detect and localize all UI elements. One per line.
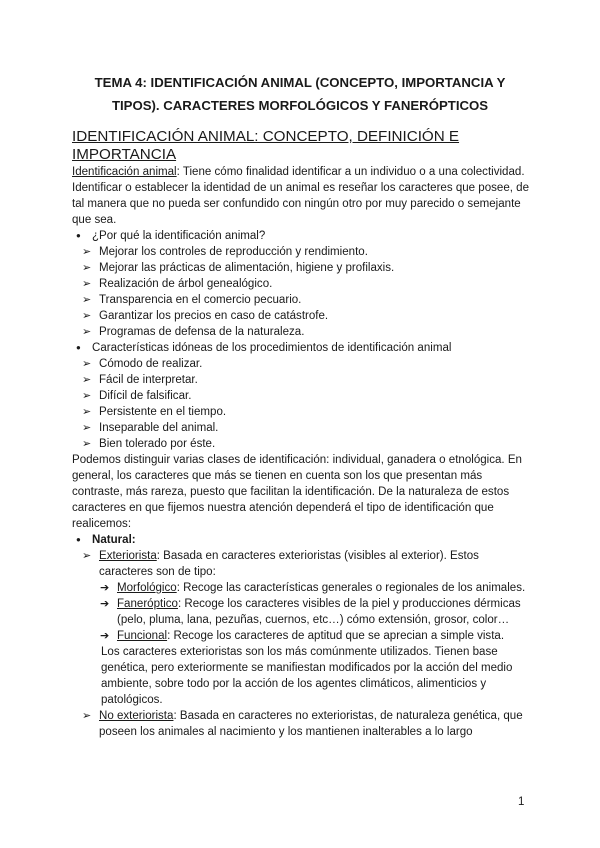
characteristics-bullet <box>72 340 532 356</box>
page-number: 1 <box>518 796 525 808</box>
natural-label: Natural: <box>92 534 136 546</box>
natural-bullet <box>72 532 532 548</box>
arrow-bullet-icon: ➢ <box>82 358 92 370</box>
faneroptico-item: ➔ Faneróptico: Recoge los caracteres visibles de la piel y producciones dérmicas (pelo, pluma, lana, pezuñas, cuernos, etc…) cómo extensión, grosor, color… <box>100 598 521 626</box>
list-item: ➢ Transparencia en el comercio pecuario. <box>82 294 302 306</box>
question-why-label: ¿Por qué la identificación animal? <box>92 230 266 242</box>
arrow-bullet-icon: ➢ <box>82 262 92 274</box>
list-item: ➢ Mejorar los controles de reproducción y rendimiento. <box>82 246 368 258</box>
list-item: ➢ Cómodo de realizar. <box>82 358 203 370</box>
list-item: ➢ Persistente en el tiempo. <box>82 406 227 418</box>
no-exteriorista-text: : Basada en caracteres no exterioristas, de naturaleza genética, que poseen los animales al nacimiento y los mantienen inalterables a lo largo <box>99 710 523 738</box>
funcional-item: ➔ Funcional: Recoge los caracteres de aptitud que se aprecian a simple vista. <box>100 630 505 642</box>
list-item: ➢ Difícil de falsificar. <box>82 390 192 402</box>
exteriorista-text: : Basada en caracteres exterioristas (visibles al exterior). Estos caracteres son de tipo: <box>99 550 479 578</box>
list-item: ➢ Garantizar los precios en caso de catástrofe. <box>82 310 329 322</box>
exteriorista-closing: Los caracteres exterioristas son los más comúnmente utilizados. Tienen base genética, pero exteriormente se manifiestan modificados por la acción del medio ambiente, sobre todo por la acción de los agentes climáticos, alimenticios y patológicos. <box>101 646 513 706</box>
list-item: ➢ Fácil de interpretar. <box>82 374 198 386</box>
arrow-bullet-icon: ➢ <box>82 438 92 450</box>
bullet-dot-icon: ● <box>76 343 81 352</box>
arrow-bullet-icon: ➢ <box>82 278 92 290</box>
exteriorista-item <box>72 548 532 580</box>
arrow-bullet-icon: ➢ <box>82 710 92 722</box>
arrow-right-icon: ➔ <box>100 582 110 594</box>
arrow-bullet-icon: ➢ <box>82 422 92 434</box>
section-heading: IDENTIFICACIÓN ANIMAL: CONCEPTO, DEFINICIÓN E IMPORTANCIA <box>72 128 460 163</box>
arrow-bullet-icon: ➢ <box>82 550 92 562</box>
no-exteriorista-item <box>72 708 532 740</box>
list-item: ➢ Realización de árbol genealógico. <box>82 278 273 290</box>
list-item: ➢ Programas de defensa de la naturaleza. <box>82 326 305 338</box>
exteriorista-term: Exteriorista <box>99 550 157 562</box>
page-title: TEMA 4: IDENTIFICACIÓN ANIMAL (CONCEPTO, IMPORTANCIA Y TIPOS). CARACTERES MORFOLÓGICOS Y FANERÓPTICOS <box>94 75 506 113</box>
arrow-bullet-icon: ➢ <box>82 246 92 258</box>
arrow-bullet-icon: ➢ <box>82 326 92 338</box>
list-item: ➢ Inseparable del animal. <box>82 422 219 434</box>
arrow-bullet-icon: ➢ <box>82 406 92 418</box>
bullet-dot-icon: ● <box>76 535 81 544</box>
intro-paragraph <box>72 164 532 228</box>
bullet-dot-icon: ● <box>76 231 81 240</box>
arrow-bullet-icon: ➢ <box>82 390 92 402</box>
morfologico-item: ➔ Morfológico: Recoge las características generales o regionales de los animales. <box>100 582 526 594</box>
identification-classes-paragraph: Podemos distinguir varias clases de identificación: individual, ganadera o etnológica. En general, los caracteres que más se tienen en cuenta son los que presentan más contraste, más rareza, puesto que facilitan la identificación. De la naturaleza de estos caracteres en que fijemos nuestra atención dependerá el tipo de identificación que realicemos: <box>72 454 522 530</box>
document-body <box>72 164 532 740</box>
no-exteriorista-term: No exteriorista <box>99 710 174 722</box>
intro-term: Identificación animal <box>72 166 177 178</box>
question-why-bullet <box>72 228 532 244</box>
list-item: ➢ Mejorar las prácticas de alimentación, higiene y profilaxis. <box>82 262 395 274</box>
characteristics-label: Características idóneas de los procedimientos de identificación animal <box>92 342 452 354</box>
arrow-bullet-icon: ➢ <box>82 374 92 386</box>
arrow-bullet-icon: ➢ <box>82 310 92 322</box>
arrow-right-icon: ➔ <box>100 598 110 610</box>
arrow-right-icon: ➔ <box>100 630 110 642</box>
intro-text: : Tiene cómo finalidad identificar a un individuo o a una colectividad. Identificar o establecer la identidad de un animal es reseñar los caracteres que posee, de tal manera que no pueda ser confundido con ningún otro por muy parecido o semejante que sea. <box>72 166 530 226</box>
arrow-bullet-icon: ➢ <box>82 294 92 306</box>
list-item: ➢ Bien tolerado por éste. <box>82 438 216 450</box>
